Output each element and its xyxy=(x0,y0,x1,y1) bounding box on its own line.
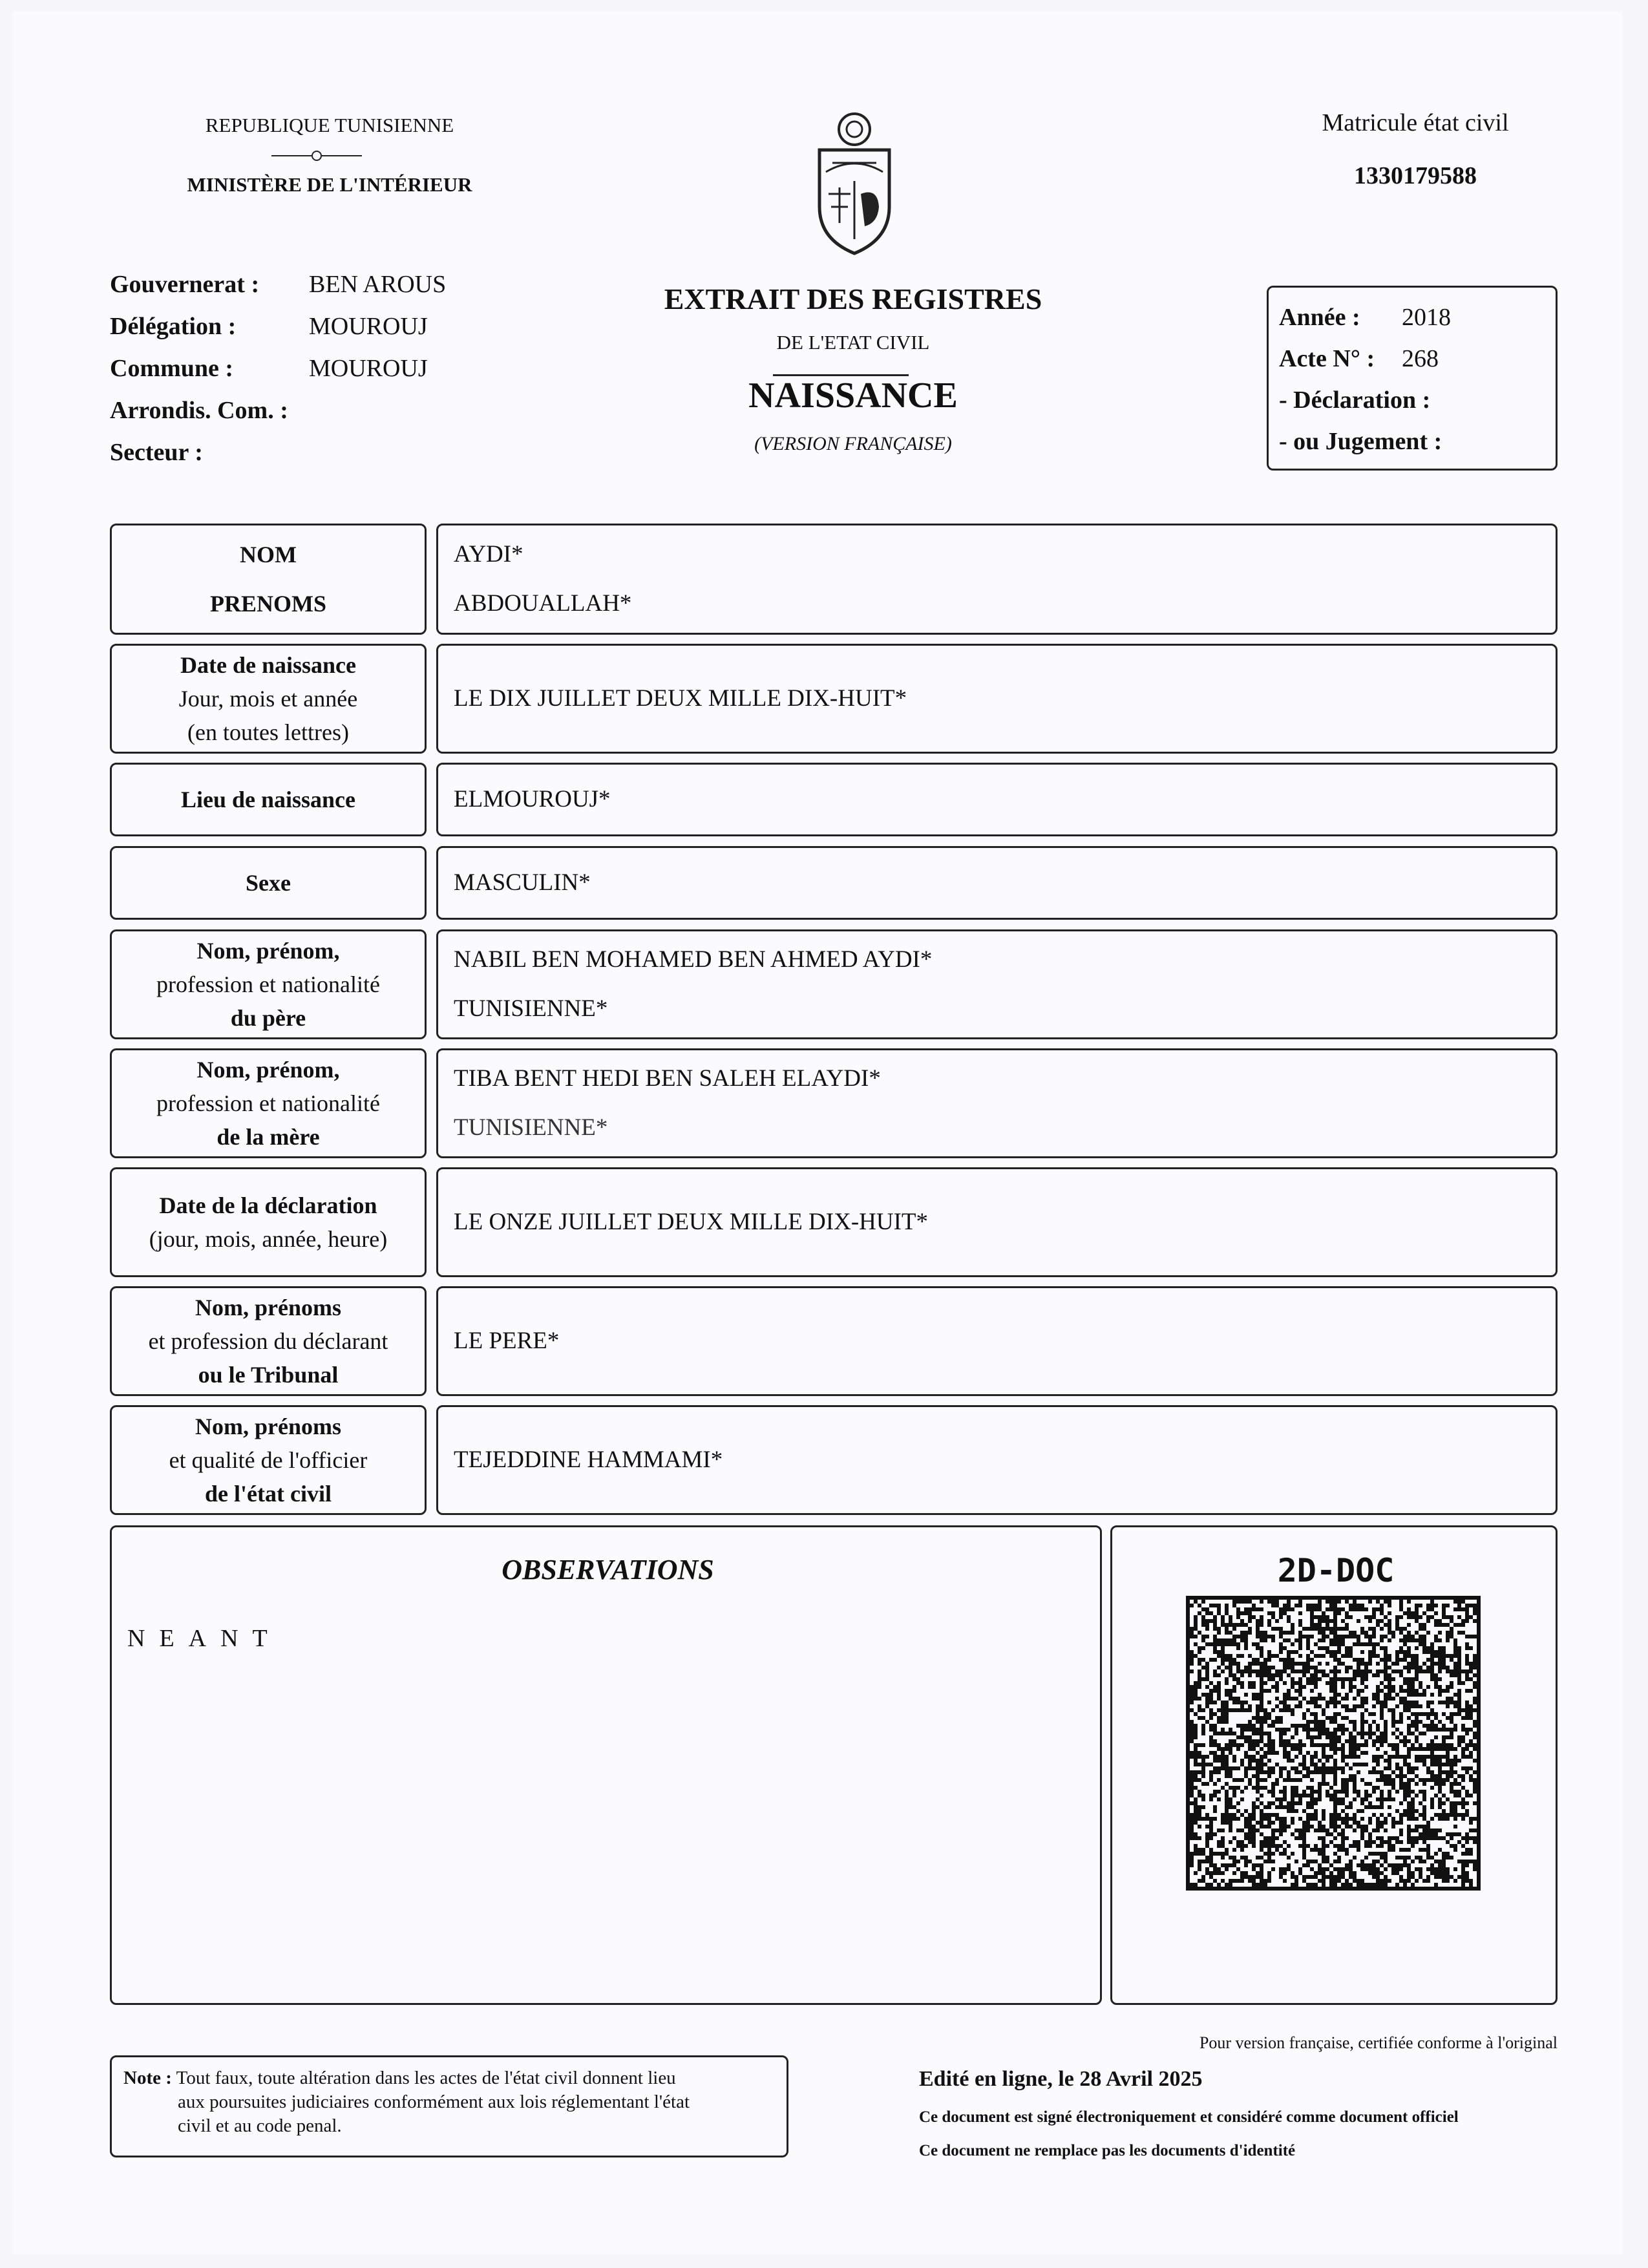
no-replace-text: Ce document ne remplace pas les documents d'identité xyxy=(919,2142,1296,2159)
acte-number-value: 268 xyxy=(1402,345,1439,372)
mere-label: Nom, prénom, xyxy=(196,1057,340,1083)
matricule-value: 1330179588 xyxy=(1354,162,1477,189)
prenoms-label: PRENOMS xyxy=(210,591,326,617)
declarant-sublabel: et profession du déclarant xyxy=(148,1328,388,1354)
nom-label-cell xyxy=(110,524,427,635)
pere-name-value: NABIL BEN MOHAMED BEN AHMED AYDI* xyxy=(454,946,933,973)
sexe-label: Sexe xyxy=(246,870,291,896)
nom-label: NOM xyxy=(240,542,297,567)
document-type: NAISSANCE xyxy=(748,376,958,416)
nom-value: AYDI* xyxy=(454,541,523,567)
date-naissance-label-cell xyxy=(110,644,427,754)
doc2d-box xyxy=(1110,1525,1558,2005)
pere-sublabel: profession et nationalité xyxy=(156,971,380,997)
location-block xyxy=(110,264,562,474)
observations-text: NEANT xyxy=(127,1625,282,1652)
certificate-page xyxy=(13,12,1622,2254)
doc2d-barcode-icon xyxy=(1186,1596,1481,1891)
officier-qualifier: de l'état civil xyxy=(205,1481,332,1507)
declaration-value-cell xyxy=(436,1167,1558,1277)
lieu-value-cell xyxy=(436,763,1558,836)
declarant-value: LE PERE* xyxy=(454,1328,560,1354)
declaration-label: - Déclaration : xyxy=(1279,387,1431,414)
date-naissance-sublabel: Jour, mois et année xyxy=(178,686,358,712)
note-line3: civil et au code penal. xyxy=(178,2115,342,2136)
document-title: EXTRAIT DES REGISTRES xyxy=(664,282,1042,315)
declarant-value-cell xyxy=(436,1286,1558,1396)
ministry-name: MINISTÈRE DE L'INTÉRIEUR xyxy=(187,173,472,196)
header-separator-dot xyxy=(312,151,322,161)
delegation-label: Délégation : xyxy=(110,313,237,340)
edited-label: Edité en ligne, le xyxy=(919,2067,1074,2091)
note-box xyxy=(110,2055,788,2157)
officier-sublabel: et qualité de l'officier xyxy=(169,1447,368,1473)
officier-label-cell xyxy=(110,1405,427,1515)
mere-name-value: TIBA BENT HEDI BEN SALEH ELAYDI* xyxy=(454,1065,881,1092)
commune-label: Commune : xyxy=(110,355,234,382)
sexe-label-cell xyxy=(110,846,427,920)
certified-text: Pour version française, certifiée conforme à l'original xyxy=(1199,2033,1558,2052)
nom-value-cell xyxy=(436,524,1558,635)
mere-label-cell xyxy=(110,1048,427,1158)
doc2d-title: 2D-DOC xyxy=(1277,1552,1395,1589)
acte-box xyxy=(1267,286,1558,471)
document-subtitle: DE L'ETAT CIVIL xyxy=(776,331,930,354)
declarant-label-cell xyxy=(110,1286,427,1396)
annee-value: 2018 xyxy=(1402,304,1451,331)
pere-label: Nom, prénom, xyxy=(196,938,340,964)
pere-value-cell xyxy=(436,929,1558,1039)
mere-value-cell xyxy=(436,1048,1558,1158)
republic-name: REPUBLIQUE TUNISIENNE xyxy=(205,114,454,136)
declaration-date-sublabel: (jour, mois, année, heure) xyxy=(149,1226,388,1252)
document-version: (VERSION FRANÇAISE) xyxy=(754,433,952,454)
officier-value: TEJEDDINE HAMMAMI* xyxy=(454,1447,723,1473)
officier-value-cell xyxy=(436,1405,1558,1515)
observations-title: OBSERVATIONS xyxy=(502,1554,714,1585)
declaration-date-value: LE ONZE JUILLET DEUX MILLE DIX-HUIT* xyxy=(454,1209,929,1235)
sexe-value: MASCULIN* xyxy=(454,869,591,896)
date-naissance-value-cell xyxy=(436,644,1558,754)
date-naissance-note: (en toutes lettres) xyxy=(187,719,349,745)
note-label: Note : xyxy=(123,2068,172,2088)
lieu-label: Lieu de naissance xyxy=(180,787,356,812)
commune-value: MOUROUJ xyxy=(309,355,428,382)
lieu-value: ELMOUROUJ* xyxy=(454,786,611,812)
sexe-value-cell xyxy=(436,846,1558,920)
secteur-label: Secteur : xyxy=(110,439,203,466)
date-naissance-label: Date de naissance xyxy=(180,652,356,678)
tunisia-emblem-icon xyxy=(807,110,902,259)
annee-label: Année : xyxy=(1279,304,1360,331)
pere-qualifier: du père xyxy=(230,1005,306,1031)
edited-date: 28 Avril 2025 xyxy=(1079,2067,1203,2091)
arrondis-label: Arrondis. Com. : xyxy=(110,397,288,424)
acte-number-label: Acte N° : xyxy=(1279,345,1375,372)
observations-box xyxy=(110,1525,1102,2005)
declaration-date-label: Date de la déclaration xyxy=(159,1192,377,1218)
declarant-qualifier: ou le Tribunal xyxy=(198,1362,339,1388)
matricule-label: Matricule état civil xyxy=(1322,109,1509,136)
delegation-value: MOUROUJ xyxy=(309,313,428,340)
pere-label-cell xyxy=(110,929,427,1039)
gouvernerat-value: BEN AROUS xyxy=(309,271,447,298)
gouvernerat-label: Gouvernerat : xyxy=(110,271,260,298)
pere-nationality-value: TUNISIENNE* xyxy=(454,995,608,1022)
edited-line xyxy=(919,2067,1203,2092)
note-line1: Tout faux, toute altération dans les actes de l'état civil donnent lieu xyxy=(176,2068,676,2088)
officier-label: Nom, prénoms xyxy=(195,1414,341,1439)
jugement-label: - ou Jugement : xyxy=(1279,428,1442,455)
declarant-label: Nom, prénoms xyxy=(195,1295,341,1320)
lieu-label-cell xyxy=(110,763,427,836)
prenoms-value: ABDOUALLAH* xyxy=(454,590,632,617)
signed-text: Ce document est signé électroniquement et considéré comme document officiel xyxy=(919,2108,1459,2126)
declaration-label-cell xyxy=(110,1167,427,1277)
note-line2: aux poursuites judiciaires conformément aux lois réglementant l'état xyxy=(178,2092,690,2112)
mere-sublabel: profession et nationalité xyxy=(156,1090,380,1116)
date-naissance-value: LE DIX JUILLET DEUX MILLE DIX-HUIT* xyxy=(454,685,907,712)
mere-nationality-value: TUNISIENNE* xyxy=(454,1114,608,1141)
mere-qualifier: de la mère xyxy=(217,1124,320,1150)
